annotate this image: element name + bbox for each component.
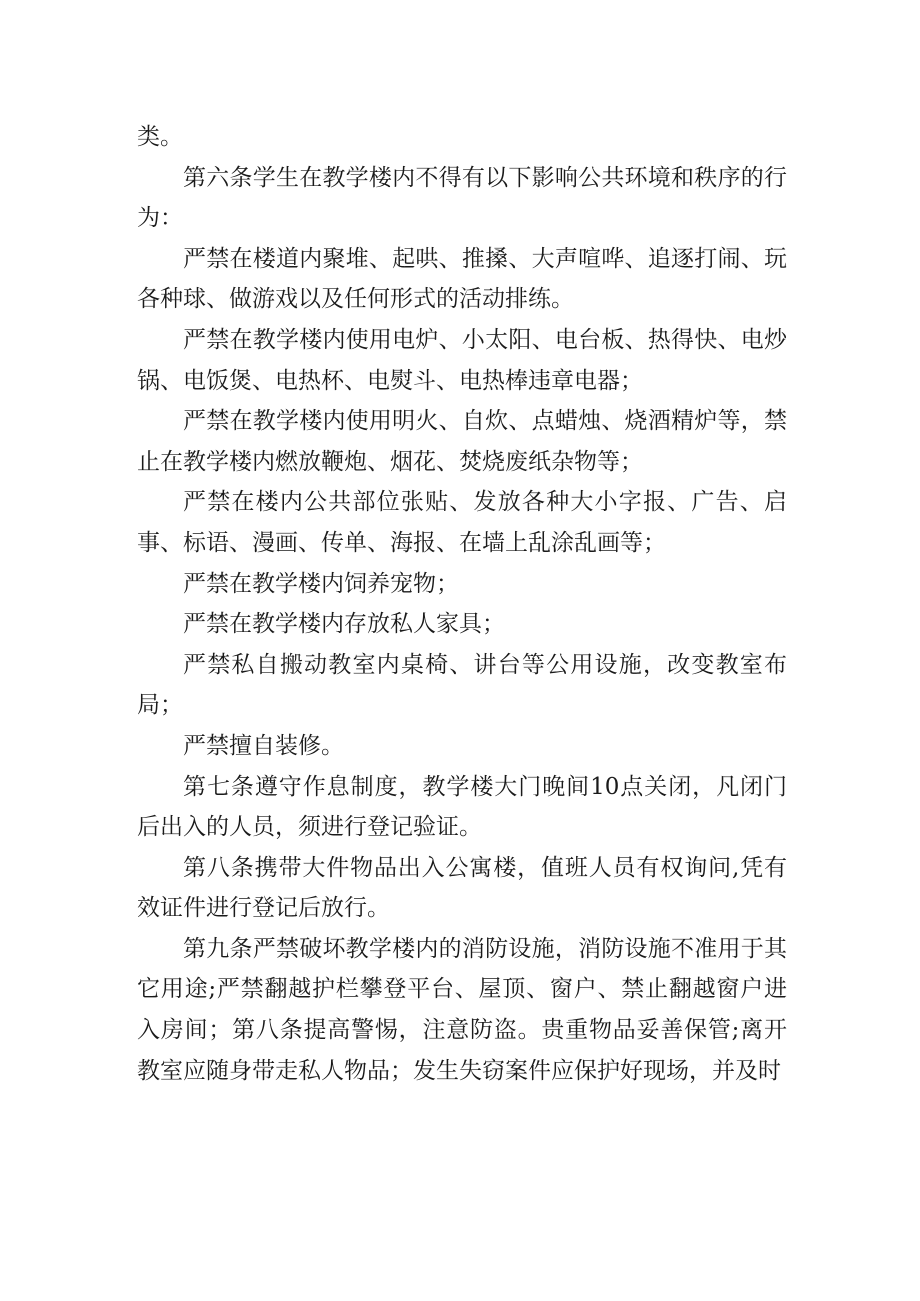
paragraph-article-7: 第七条遵守作息制度，教学楼大门晚间10点关闭，凡闭门后出入的人员，须进行登记验证。 (137, 773, 787, 841)
paragraph-rule-posting: 严禁在楼内公共部位张贴、发放各种大小字报、广告、启事、标语、漫画、传单、海报、在墙上乱涂乱画等； (137, 489, 787, 556)
paragraph-rule-appliances: 严禁在教学楼内使用电炉、小太阳、电台板、热得快、电炒锅、电饭煲、电热杯、电熨斗、电热棒违章电器； (137, 326, 787, 394)
paragraph-rule-pets: 严禁在教学楼内饲养宠物； (183, 570, 459, 597)
paragraph-rule-renovation: 严禁擅自装修。 (183, 732, 344, 759)
paragraph-article-9: 第九条严禁破坏教学楼内的消防设施，消防设施不准用于其它用途;严禁翻越护栏攀登平台、屋顶、窗户、禁止翻越窗户进入房间；第八条提高警惕，注意防盗。贵重物品妥善保管;离开教室应随身带走私人物品；发生失窃案件应保护好现场，并及时 (137, 935, 787, 1084)
paragraph-article-8: 第八条携带大件物品出入公寓楼，值班人员有权询问,凭有效证件进行登记后放行。 (137, 854, 787, 922)
paragraph-rule-furniture: 严禁在教学楼内存放私人家具； (183, 611, 505, 638)
paragraph-article-6: 第六条学生在教学楼内不得有以下影响公共环境和秩序的行为： (137, 164, 787, 232)
paragraph-rule-facilities: 严禁私自搬动教室内桌椅、讲台等公用设施，改变教室布局； (137, 651, 787, 719)
document-body (137, 117, 787, 1091)
paragraph-continuation: 类。 (137, 124, 183, 150)
paragraph-rule-fire: 严禁在教学楼内使用明火、自炊、点蜡烛、烧酒精炉等，禁止在教学楼内燃放鞭炮、烟花、焚烧废纸杂物等； (137, 408, 787, 475)
paragraph-rule-corridor: 严禁在楼道内聚堆、起哄、推搡、大声喧哗、追逐打闹、玩各种球、做游戏以及任何形式的活动排练。 (137, 245, 787, 313)
